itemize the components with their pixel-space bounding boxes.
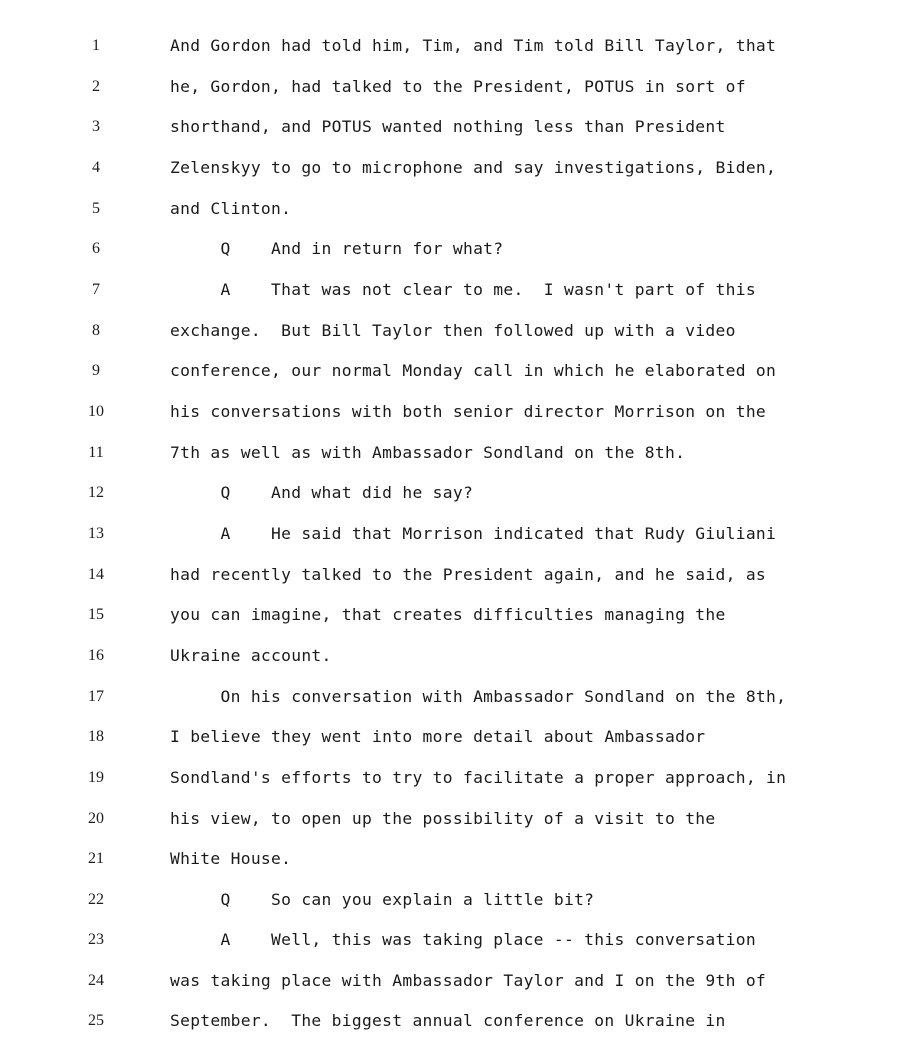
line-text: And Gordon had told him, Tim, and Tim told Bill Taylor, that xyxy=(170,36,777,55)
line-number: 23 xyxy=(88,931,104,948)
line-text: 7th as well as with Ambassador Sondland on the 8th. xyxy=(170,443,686,462)
line-text: A He said that Morrison indicated that Rudy Giuliani xyxy=(170,524,777,543)
line-number: 14 xyxy=(88,566,104,583)
transcript-line xyxy=(0,31,898,61)
transcript-line xyxy=(0,722,898,752)
transcript-line xyxy=(0,804,898,834)
line-text: you can imagine, that creates difficulties managing the xyxy=(170,605,726,624)
line-number: 24 xyxy=(88,972,104,989)
transcript-line xyxy=(0,356,898,386)
transcript-line xyxy=(0,478,898,508)
line-text: and Clinton. xyxy=(170,199,292,218)
line-number: 1 xyxy=(92,37,100,54)
transcript-line xyxy=(0,438,898,468)
transcript-line xyxy=(0,112,898,142)
transcript-line xyxy=(0,519,898,549)
line-number: 12 xyxy=(88,484,104,501)
line-text: his view, to open up the possibility of a visit to the xyxy=(170,809,716,828)
line-number: 21 xyxy=(88,850,104,867)
line-number: 7 xyxy=(92,281,100,298)
line-text: Zelenskyy to go to microphone and say investigations, Biden, xyxy=(170,158,777,177)
line-text: On his conversation with Ambassador Sondland on the 8th, xyxy=(170,687,787,706)
transcript-line xyxy=(0,600,898,630)
line-text: was taking place with Ambassador Taylor and I on the 9th of xyxy=(170,971,767,990)
line-number: 18 xyxy=(88,728,104,745)
transcript-line xyxy=(0,194,898,224)
line-number: 17 xyxy=(88,688,104,705)
line-text: September. The biggest annual conference on Ukraine in xyxy=(170,1011,726,1030)
transcript-line xyxy=(0,885,898,915)
transcript-line xyxy=(0,397,898,427)
line-number: 6 xyxy=(92,240,100,257)
transcript-line xyxy=(0,844,898,874)
line-number: 25 xyxy=(88,1012,104,1029)
transcript-line xyxy=(0,763,898,793)
line-number: 11 xyxy=(88,444,104,461)
line-number: 9 xyxy=(92,362,100,379)
line-text: conference, our normal Monday call in which he elaborated on xyxy=(170,361,777,380)
transcript-line xyxy=(0,72,898,102)
line-text: shorthand, and POTUS wanted nothing less than President xyxy=(170,117,726,136)
transcript-line xyxy=(0,966,898,996)
transcript-line xyxy=(0,275,898,305)
line-number: 3 xyxy=(92,118,100,135)
transcript-line xyxy=(0,641,898,671)
line-number: 13 xyxy=(88,525,104,542)
line-text: had recently talked to the President again, and he said, as xyxy=(170,565,767,584)
line-number: 22 xyxy=(88,891,104,908)
transcript-line xyxy=(0,1006,898,1036)
line-text: his conversations with both senior director Morrison on the xyxy=(170,402,767,421)
line-text: he, Gordon, had talked to the President, POTUS in sort of xyxy=(170,77,746,96)
line-number: 16 xyxy=(88,647,104,664)
line-text: A Well, this was taking place -- this conversation xyxy=(170,930,756,949)
line-text: A That was not clear to me. I wasn't part of this xyxy=(170,280,756,299)
line-number: 4 xyxy=(92,159,100,176)
transcript-line xyxy=(0,682,898,712)
line-number: 10 xyxy=(88,403,104,420)
transcript-line xyxy=(0,153,898,183)
line-text: Ukraine account. xyxy=(170,646,332,665)
line-text: Q So can you explain a little bit? xyxy=(170,890,595,909)
line-number: 5 xyxy=(92,200,100,217)
transcript-line xyxy=(0,316,898,346)
transcript-line xyxy=(0,560,898,590)
line-text: Sondland's efforts to try to facilitate a proper approach, in xyxy=(170,768,787,787)
line-number: 20 xyxy=(88,810,104,827)
transcript-line xyxy=(0,234,898,264)
line-number: 19 xyxy=(88,769,104,786)
line-text: Q And what did he say? xyxy=(170,483,474,502)
line-text: exchange. But Bill Taylor then followed up with a video xyxy=(170,321,736,340)
line-number: 15 xyxy=(88,606,104,623)
line-text: I believe they went into more detail about Ambassador xyxy=(170,727,706,746)
line-number: 8 xyxy=(92,322,100,339)
line-text: Q And in return for what? xyxy=(170,239,504,258)
line-number: 2 xyxy=(92,78,100,95)
transcript-line xyxy=(0,925,898,955)
line-text: White House. xyxy=(170,849,292,868)
